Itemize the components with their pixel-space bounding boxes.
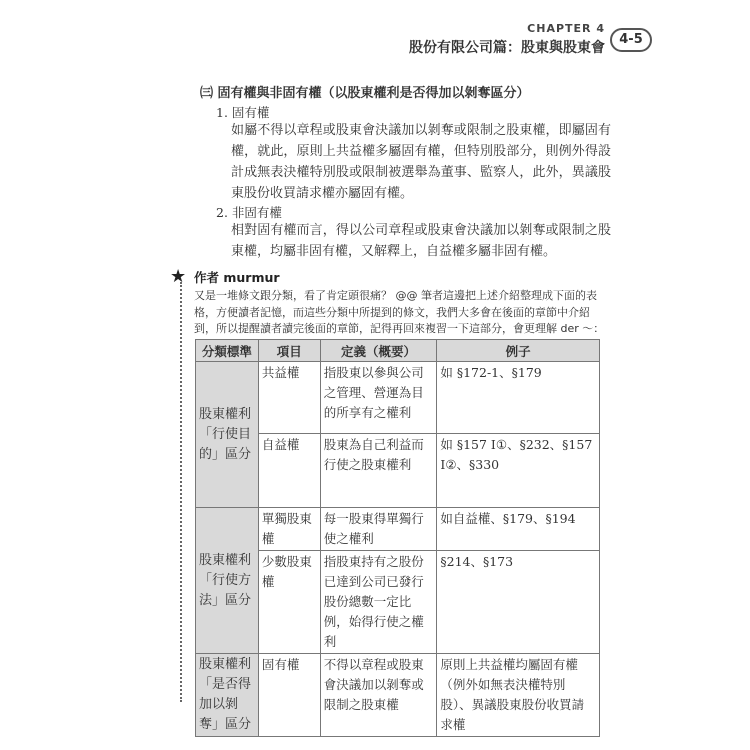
table-row <box>196 362 600 434</box>
header-item: 項目 <box>258 340 320 362</box>
murmur-text: 又是一堆條文跟分類，看了肯定頭很痛？ @@ 筆者這邊把上述介紹整理成下面的表格，方便讀者記憶，而這些分類中所提到的條文，我們大多會在後面的章節中介紹到，所以提醒讀者讀完後面的章節，記得再回來複習一下這部分，會更理解 der ～： <box>194 289 605 335</box>
definition-cell: 指股東以參與公司之管理、營運為目的所享有之權利 <box>320 362 437 434</box>
example-cell: 如 §172-1、§179 <box>437 362 600 434</box>
star-icon: ★ <box>170 266 187 287</box>
chapter-title: 股份有限公司篇：股東與股東會 <box>409 40 605 56</box>
table-row <box>196 654 600 737</box>
chapter-label: CHAPTER 4 <box>527 22 605 35</box>
definition-cell: 不得以章程或股東會決議加以剝奪或限制之股東權 <box>320 654 437 737</box>
example-cell: 如 §157 Ⅰ①、§232、§157 Ⅰ②、§330 <box>437 434 600 508</box>
murmur-dotted-rule <box>180 282 182 702</box>
criteria-cell: 股東權利「行使方法」區分 <box>196 508 259 654</box>
table-header-row <box>196 340 600 362</box>
item-title-inherent: 1. 固有權 <box>216 105 270 120</box>
murmur-title: 作者 murmur <box>194 270 280 285</box>
shareholder-rights-table <box>195 339 600 737</box>
definition-cell: 指股東持有之股份已達到公司已發行股份總數一定比例，始得行使之權利 <box>320 551 437 654</box>
paragraph-inherent: 如屬不得以章程或股東會決議加以剝奪或限制之股東權，即屬固有權，就此，原則上共益權多屬固有權，但特別股部分，則例外得設計成無表決權特別股或限制被選舉為董事、監察人，此外，異議股東股份收買請求權亦屬固有權。 <box>231 123 611 201</box>
table-row <box>196 508 600 551</box>
definition-cell: 股東為自己利益而行使之股東權利 <box>320 434 437 508</box>
item-title-non-inherent: 2. 非固有權 <box>216 205 282 220</box>
example-cell: 原則上共益權均屬固有權（例外如無表決權特別股）、異議股東股份收買請求權 <box>437 654 600 737</box>
header-criteria: 分類標準 <box>196 340 259 362</box>
example-cell: 如自益權、§179、§194 <box>437 508 600 551</box>
item-cell: 少數股東權 <box>258 551 320 654</box>
criteria-cell: 股東權利「行使目的」區分 <box>196 362 259 508</box>
item-cell: 固有權 <box>258 654 320 737</box>
paragraph-non-inherent: 相對固有權而言，得以公司章程或股東會決議加以剝奪或限制之股東權，均屬非固有權，又解釋上，自益權多屬非固有權。 <box>231 223 611 259</box>
section-heading: ㈢ 固有權與非固有權（以股東權利是否得加以剝奪區分） <box>200 86 530 101</box>
example-cell: §214、§173 <box>437 551 600 654</box>
header-definition: 定義（概要） <box>320 340 437 362</box>
item-cell: 單獨股東權 <box>258 508 320 551</box>
item-cell: 自益權 <box>258 434 320 508</box>
page-number: 4-5 <box>610 28 652 52</box>
definition-cell: 每一股東得單獨行使之權利 <box>320 508 437 551</box>
header-example: 例子 <box>437 340 600 362</box>
item-cell: 共益權 <box>258 362 320 434</box>
criteria-cell: 股東權利「是否得加以剝奪」區分 <box>196 654 259 737</box>
